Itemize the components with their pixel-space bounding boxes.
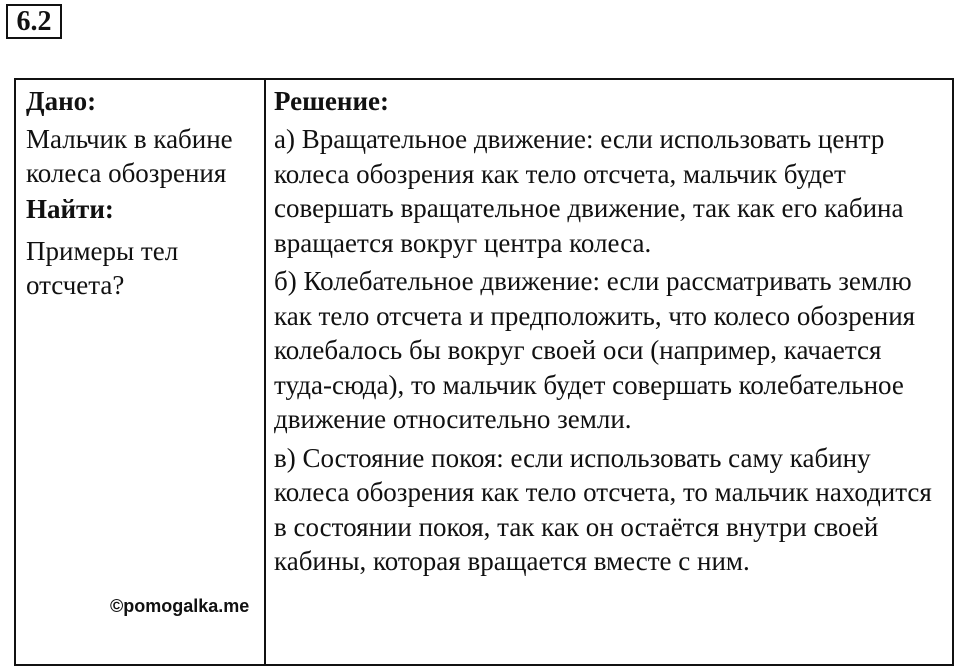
solution-table [14, 78, 954, 666]
watermark: ©pomogalka.me [110, 596, 250, 616]
solution-paragraph-c: в) Состояние покоя: если использовать саму кабину колеса обозрения как тело отсчета, то мальчик находится в состоянии покоя, так как он остаётся внутри своей кабины, которая вращается вместе с ним. [274, 442, 932, 576]
solution-paragraph-b: б) Колебательное движение: если рассматривать землю как тело отсчета и предположить, что колесо обозрения колебалось бы вокруг своей оси (например, качается туда-сюда), то мальчик будет совершать колебательное движение относительно земли. [274, 266, 916, 434]
given-text: Мальчик в кабине колеса обозрения [26, 124, 233, 188]
solution-paragraph-a: а) Вращательное движение: если использовать центр колеса обозрения как тело отсчета, мальчик будет совершать вращательное движение, так как его кабина вращается вокруг центра колеса. [274, 124, 904, 258]
given-heading: Дано: [26, 86, 97, 116]
find-text: Примеры тел отсчета? [26, 236, 179, 300]
given-column [16, 80, 266, 664]
find-heading: Найти: [26, 194, 114, 224]
solution-heading: Решение: [274, 86, 389, 116]
task-number: 6.2 [6, 4, 62, 39]
solution-column [266, 80, 952, 664]
